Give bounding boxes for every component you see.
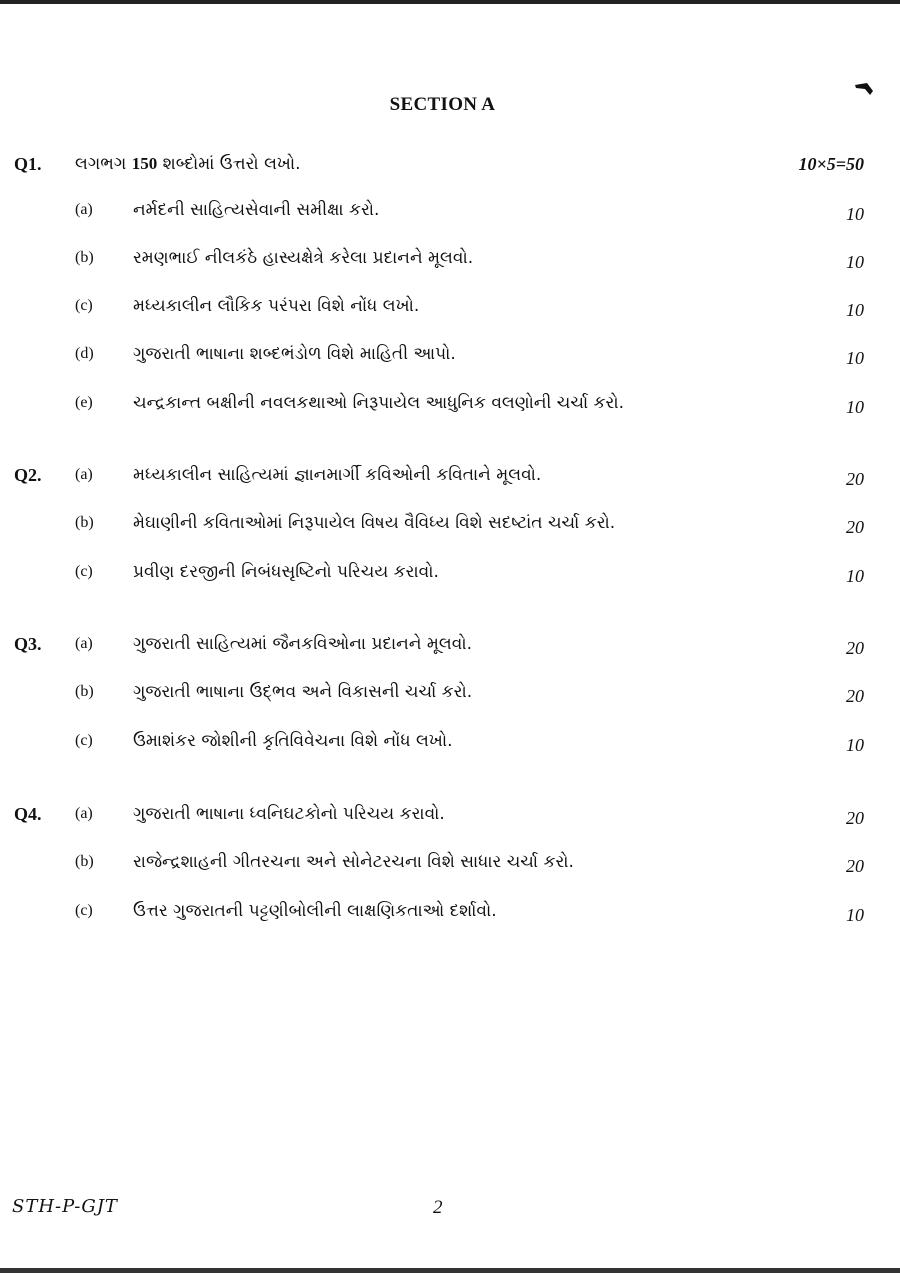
part-text: ગુજરાતી ભાષાના શબ્દભંડોળ વિશે માહિતી આપો. [133, 344, 456, 364]
part-marks: 10 [846, 905, 864, 925]
part-marks: 20 [846, 517, 864, 537]
part-label: (c) [75, 297, 93, 314]
part-marks: 20 [846, 686, 864, 706]
question-part [0, 557, 900, 587]
part-text: ચન્દ્રકાન્ત બક્ષીની નવલકથાઓ નિરૂપાયેલ આધુનિક વલણોની ચર્ચા કરો. [133, 393, 624, 413]
part-label: (a) [75, 635, 93, 652]
top-border [0, 0, 900, 4]
part-marks: 20 [846, 469, 864, 489]
part-text: ગુજરાતી સાહિત્યમાં જૈનકવિઓના પ્રદાનને મૂલવો. [133, 634, 473, 654]
question-part [0, 460, 900, 490]
question-part [0, 243, 900, 273]
question-part [0, 629, 900, 659]
part-text: ગુજરાતી ભાષાના ઉદ્ભવ અને વિકાસની ચર્ચા કરો. [133, 682, 473, 702]
question-number: Q3. [14, 634, 42, 654]
part-label: (b) [75, 683, 94, 700]
part-marks: 10 [846, 397, 864, 417]
part-text: નર્મદની સાહિત્યસેવાની સમીક્ષા કરો. [133, 200, 380, 220]
question-number: Q1. [14, 154, 42, 174]
part-label: (d) [75, 345, 94, 362]
part-marks: 10 [846, 348, 864, 368]
part-marks: 10 [846, 204, 864, 224]
part-text: મધ્યકાલીન સાહિત્યમાં જ્ઞાનમાર્ગી કવિઓની કવિતાને મૂલવો. [133, 465, 542, 485]
part-marks: 10 [846, 566, 864, 586]
part-text: મધ્યકાલીન લૌકિક પરંપરા વિશે નોંધ લખો. [133, 296, 420, 316]
part-text: ઉત્તર ગુજરાતની પટ્ટણીબોલીની લાક્ષણિકતાઓ દર્શાવો. [133, 901, 497, 921]
question-part [0, 726, 900, 756]
part-label: (b) [75, 249, 94, 266]
instruction-suffix: શબ્દોમાં ઉત્તરો લખો. [157, 154, 301, 174]
question-number: Q4. [14, 804, 42, 824]
question-part [0, 388, 900, 418]
part-marks: 20 [846, 856, 864, 876]
part-marks: 10 [846, 300, 864, 320]
question-part [0, 195, 900, 225]
bottom-border [0, 1268, 900, 1273]
question-part [0, 799, 900, 829]
part-text: રમણભાઈ નીલકંઠે હાસ્યક્ષેત્રે કરેલા પ્રદાનને મૂલવો. [133, 248, 474, 268]
part-marks: 20 [846, 638, 864, 658]
part-text: ગુજરાતી ભાષાના ધ્વનિઘટકોનો પરિચય કરાવો. [133, 804, 445, 824]
question-part [0, 896, 900, 926]
part-label: (c) [75, 902, 93, 919]
total-marks: 10×5=50 [798, 154, 864, 174]
question-part [0, 291, 900, 321]
part-text: મેઘાણીની કવિતાઓમાં નિરૂપાયેલ વિષય વૈવિધ્ય વિશે સદષ્ટાંત ચર્ચા કરો. [133, 513, 616, 533]
part-label: (b) [75, 853, 94, 870]
question-part [0, 847, 900, 877]
question-part [0, 339, 900, 369]
part-marks: 20 [846, 808, 864, 828]
question-instruction [75, 149, 301, 179]
question-1-header [0, 149, 900, 179]
part-label: (c) [75, 732, 93, 749]
part-text: ઉમાશંકર જોશીની કૃતિવિવેચના વિશે નોંધ લખો. [133, 731, 453, 751]
part-text: પ્રવીણ દરજીની નિબંધસૃષ્ટિનો પરિચય કરાવો. [133, 562, 439, 582]
part-label: (a) [75, 201, 93, 218]
paper-code: STH-P-GJT [12, 1196, 118, 1217]
question-part [0, 677, 900, 707]
page-number: 2 [433, 1197, 443, 1218]
part-marks: 10 [846, 252, 864, 272]
question-number: Q2. [14, 465, 42, 485]
part-label: (c) [75, 563, 93, 580]
part-text: રાજેન્દ્રશાહની ગીતરચના અને સોનેટરચના વિશે સાધાર ચર્ચા કરો. [133, 852, 574, 872]
section-title: SECTION A [389, 94, 496, 115]
part-label: (a) [75, 805, 93, 822]
part-label: (e) [75, 394, 93, 411]
part-label: (b) [75, 514, 94, 531]
word-count: 150 [131, 154, 158, 173]
part-label: (a) [75, 466, 93, 483]
question-part [0, 508, 900, 538]
part-marks: 10 [846, 735, 864, 755]
instruction-prefix: લગભગ [75, 154, 132, 174]
